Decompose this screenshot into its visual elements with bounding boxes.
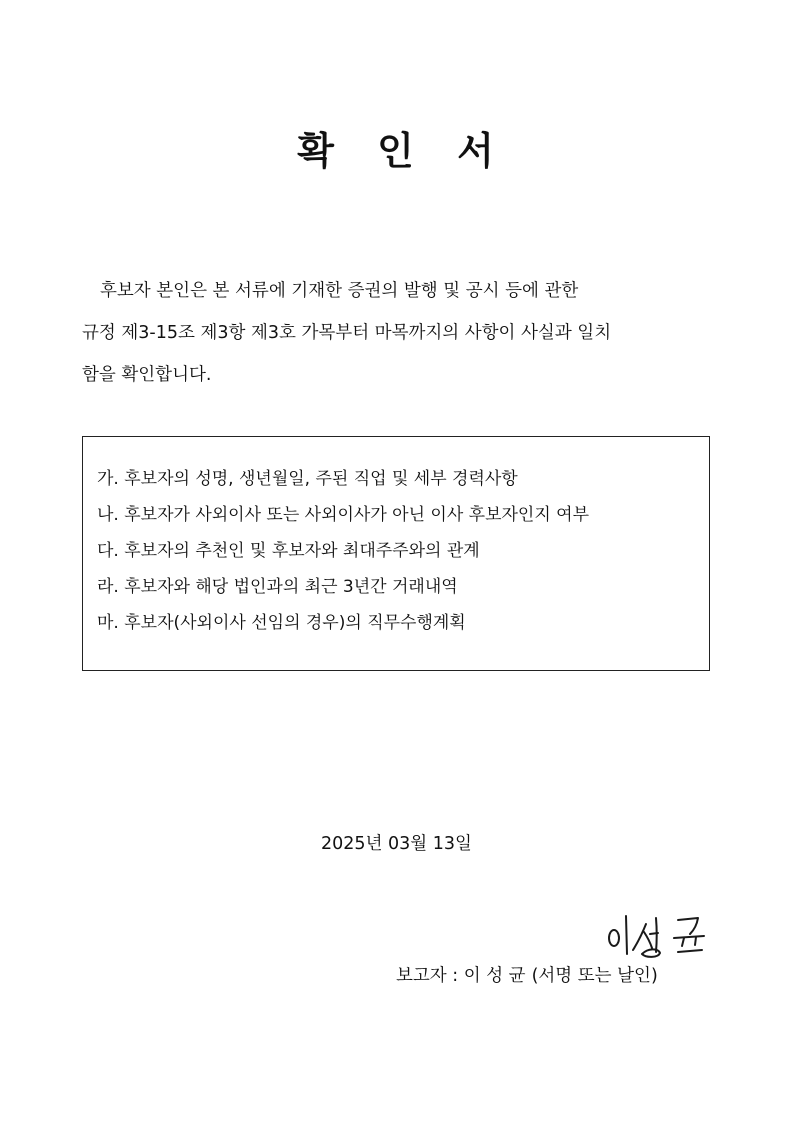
list-item: 나. 후보자가 사외이사 또는 사외이사가 아닌 이사 후보자인지 여부 bbox=[97, 505, 590, 525]
signature-note: (서명 또는 날인) bbox=[531, 966, 658, 986]
confirmed-items-list bbox=[97, 461, 709, 641]
reporter-line bbox=[396, 962, 658, 990]
statement-line: 규정 제3-15조 제3항 제3호 가목부터 마목까지의 사항이 사실과 일치 bbox=[82, 323, 612, 343]
list-item: 가. 후보자의 성명, 생년월일, 주된 직업 및 세부 경력사항 bbox=[97, 469, 518, 489]
statement-line: 후보자 본인은 본 서류에 기재한 증권의 발행 및 공시 등에 관한 bbox=[100, 281, 579, 301]
document-date: 2025년 03월 13일 bbox=[321, 834, 472, 854]
list-item: 다. 후보자의 추천인 및 후보자와 최대주주와의 관계 bbox=[97, 541, 480, 561]
handwritten-signature bbox=[602, 908, 712, 958]
list-item: 라. 후보자와 해당 법인과의 최근 3년간 거래내역 bbox=[97, 577, 458, 597]
confirmation-statement bbox=[82, 270, 722, 396]
confirmed-items-box bbox=[82, 436, 710, 671]
statement-line: 함을 확인합니다. bbox=[82, 365, 212, 385]
reporter-name: 보고자 : 이 성 균 bbox=[396, 966, 526, 986]
list-item: 마. 후보자(사외이사 선임의 경우)의 직무수행계획 bbox=[97, 613, 466, 633]
document-title: 확 인 서 bbox=[297, 129, 496, 173]
